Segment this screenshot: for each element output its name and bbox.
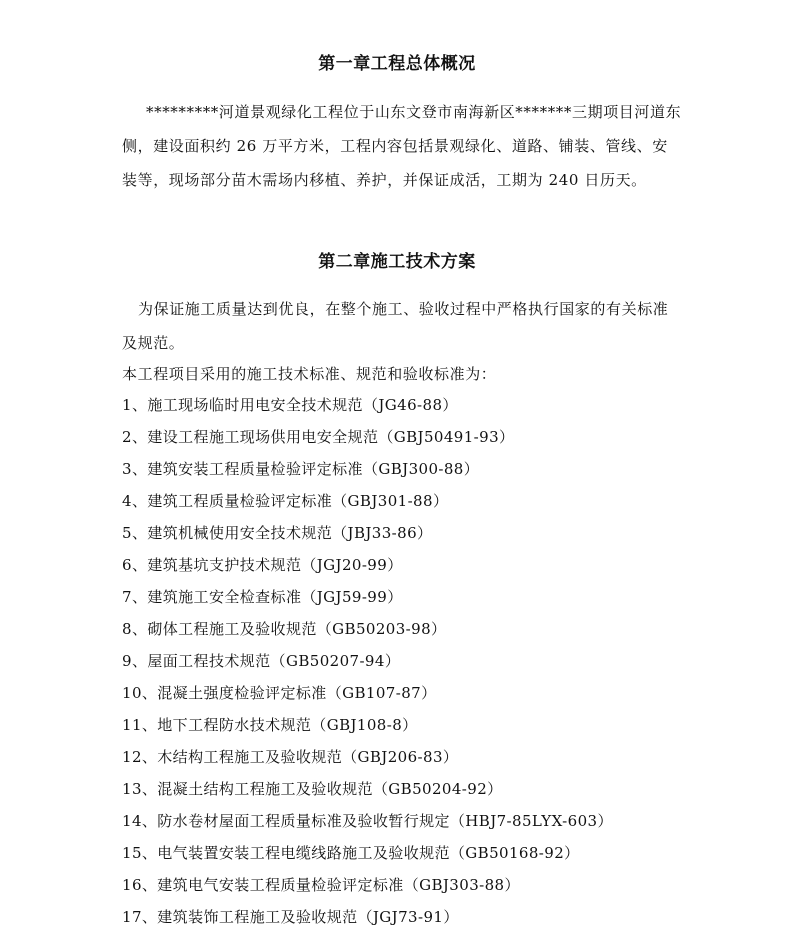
chapter-1-title: 第一章工程总体概况: [318, 54, 476, 74]
list-item: 15、电气装置安装工程电缆线路施工及验收规范（GB50168-92）: [122, 844, 580, 862]
list-item: 10、混凝土强度检验评定标准（GB107-87）: [122, 684, 437, 702]
list-item: 16、建筑电气安装工程质量检验评定标准（GBJ303-88）: [122, 876, 520, 894]
list-item: 11、地下工程防水技术规范（GBJ108-8）: [122, 716, 418, 734]
chapter-1-paragraph: *********河道景观绿化工程位于山东文登市南海新区*******三期项目河道东侧，建设面积约 26 万平方米，工程内容包括景观绿化、道路、铺装、管线、安装等，现场部分苗木需场内移植、养护，并保证成活，工期为 240 日历天。: [122, 103, 682, 189]
list-item: 1、施工现场临时用电安全技术规范（JG46-88）: [122, 396, 458, 414]
list-item: 12、木结构工程施工及验收规范（GBJ206-83）: [122, 748, 459, 766]
standards-list-intro: 本工程项目采用的施工技术标准、规范和验收标准为：: [122, 365, 497, 383]
list-item: 4、建筑工程质量检验评定标准（GBJ301-88）: [122, 492, 449, 510]
list-item: 3、建筑安装工程质量检验评定标准（GBJ300-88）: [122, 460, 480, 478]
list-item: 17、建筑装饰工程施工及验收规范（JGJ73-91）: [122, 908, 459, 926]
chapter-2-title: 第二章施工技术方案: [318, 252, 476, 272]
list-item: 14、防水卷材屋面工程质量标准及验收暂行规定（HBJ7-85LYX-603）: [122, 812, 613, 830]
list-item: 8、砌体工程施工及验收规范（GB50203-98）: [122, 620, 447, 638]
list-item: 9、屋面工程技术规范（GB50207-94）: [122, 652, 401, 670]
list-item: 6、建筑基坑支护技术规范（JGJ20-99）: [122, 556, 403, 574]
chapter-2-intro: 为保证施工质量达到优良，在整个施工、验收过程中严格执行国家的有关标准及规范。: [122, 300, 669, 352]
list-item: 13、混凝土结构工程施工及验收规范（GB50204-92）: [122, 780, 503, 798]
list-item: 5、建筑机械使用安全技术规范（JBJ33-86）: [122, 524, 433, 542]
standards-list: [122, 389, 722, 933]
list-item: 7、建筑施工安全检查标准（JGJ59-99）: [122, 588, 403, 606]
list-item: 2、建设工程施工现场供用电安全规范（GBJ50491-93）: [122, 428, 515, 446]
